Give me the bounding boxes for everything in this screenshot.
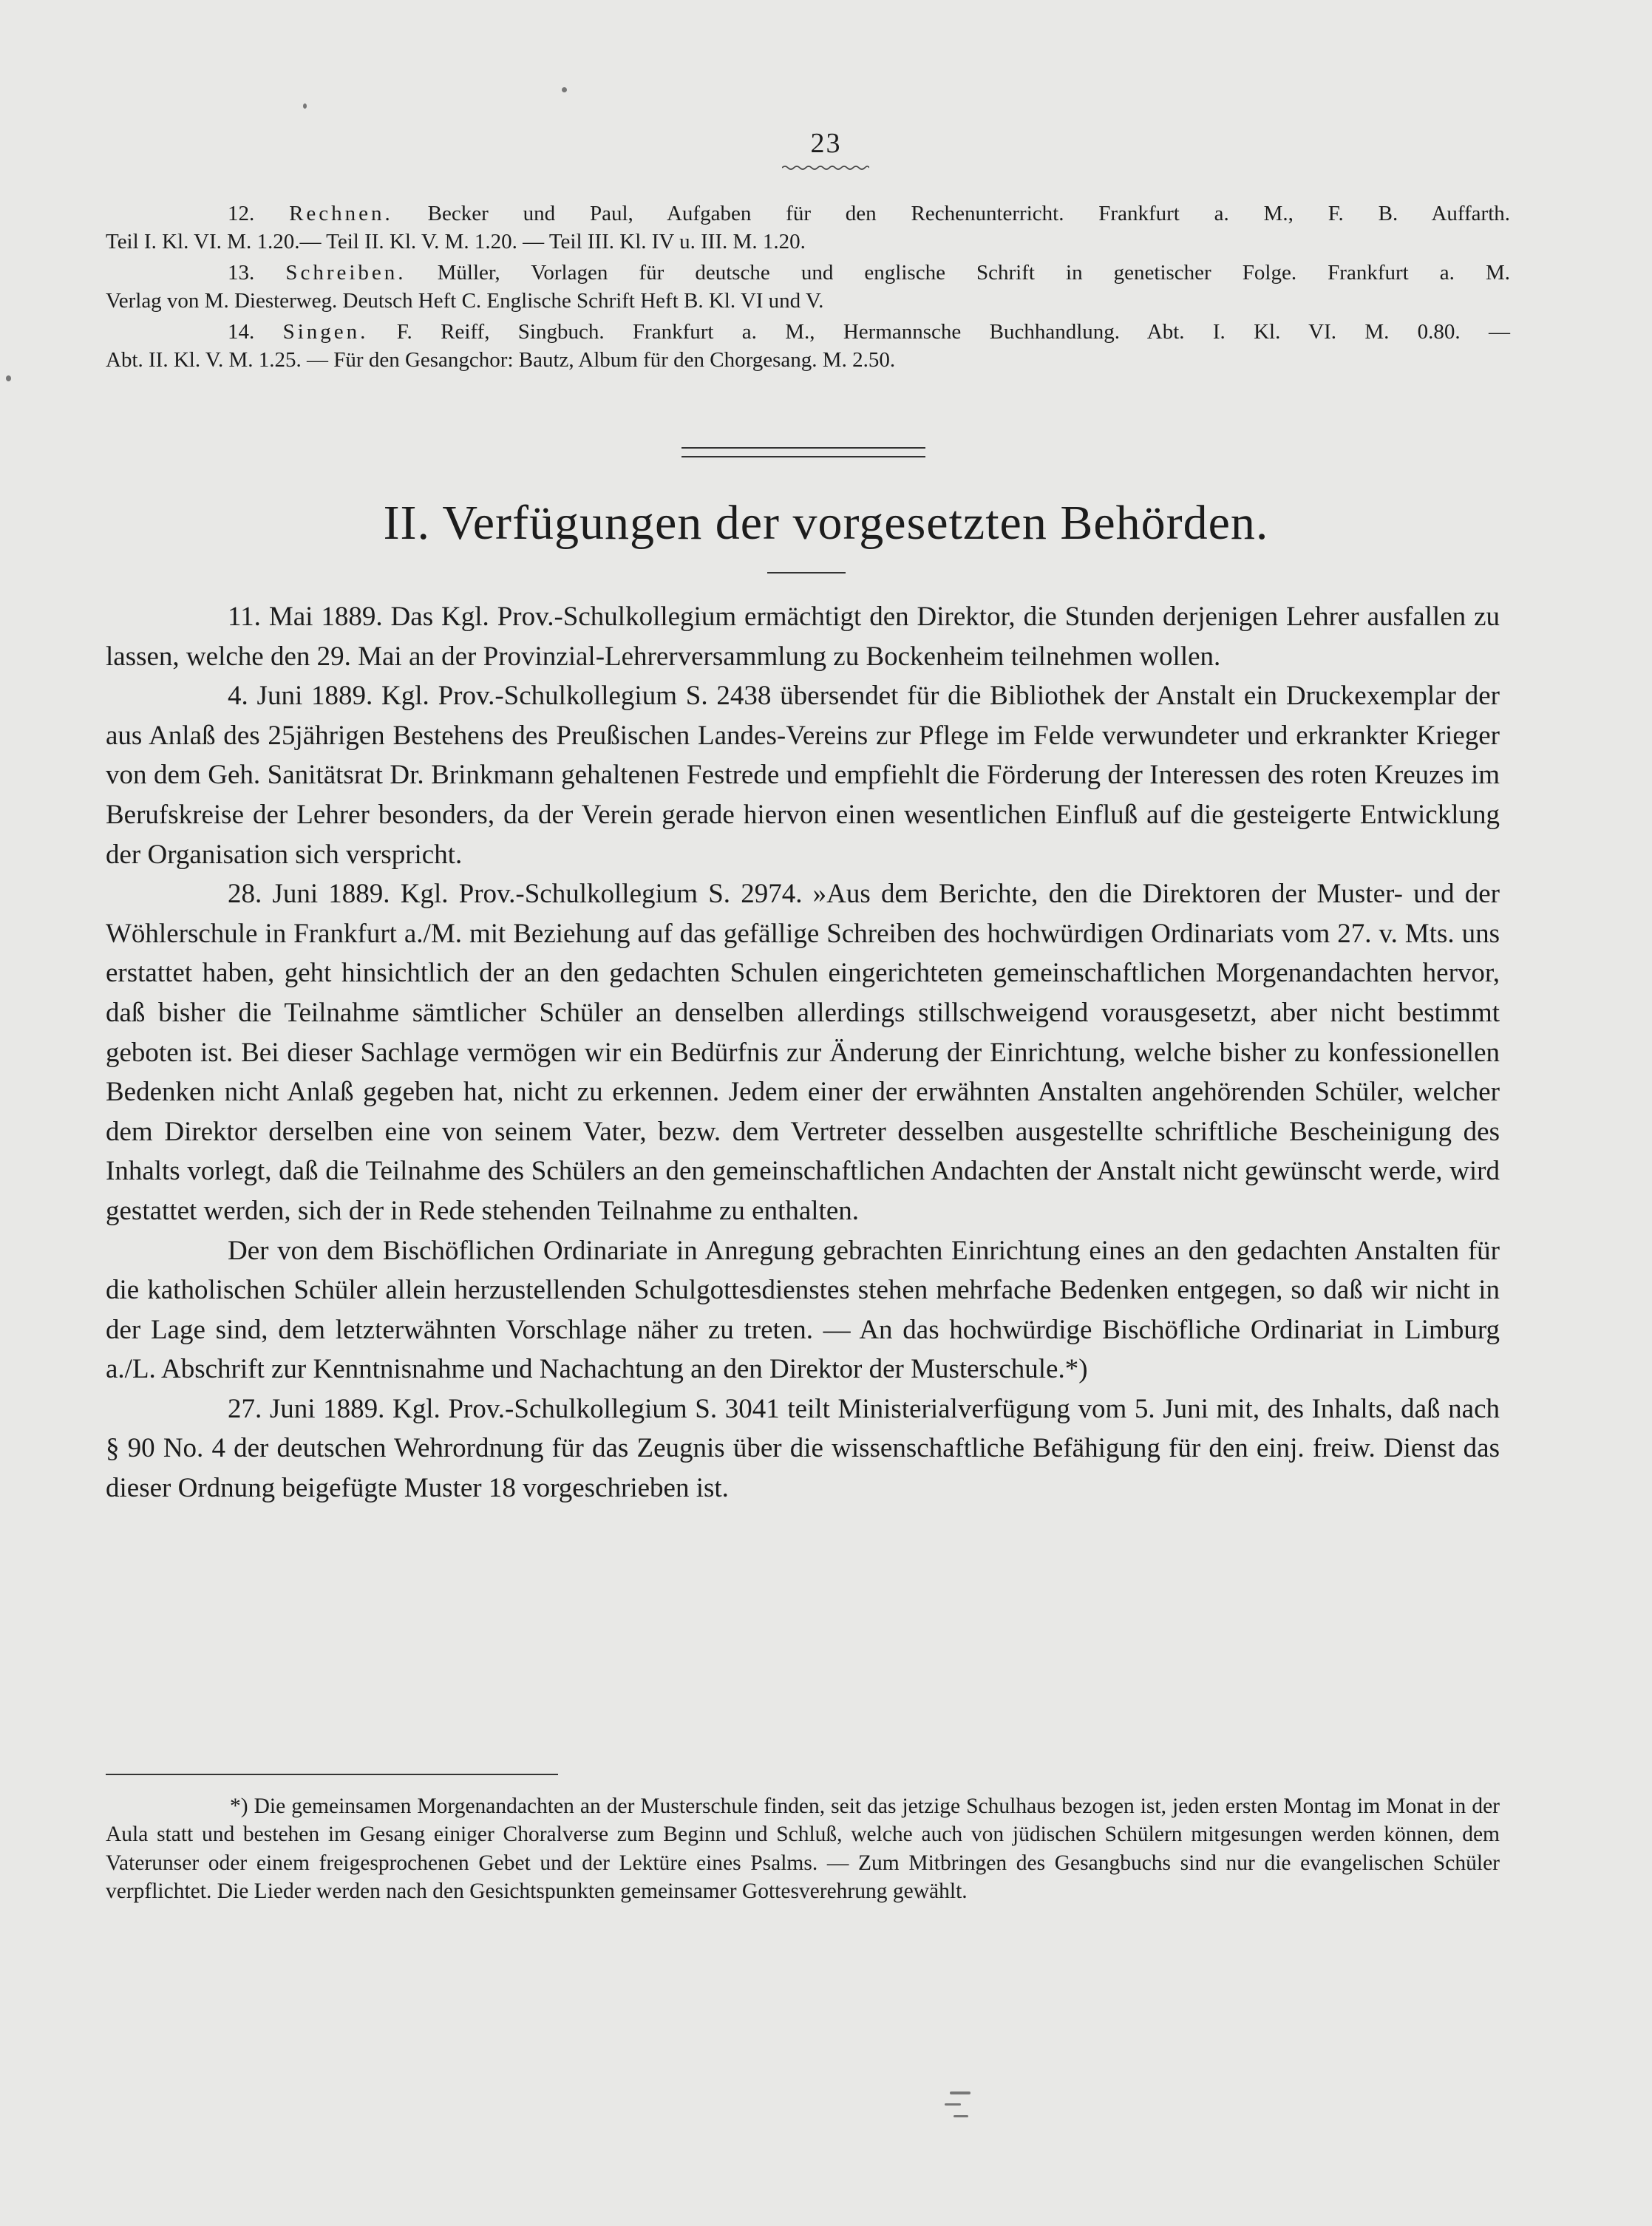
paragraph: 11. Mai 1889. Das Kgl. Prov.-Schulkollegium ermächtigt den Direktor, die Stunden derjenigen Lehrer ausfallen zu lassen, welche den 29. Mai an der Provinzial-Lehrerversammlung zu Bockenheim teilnehmen wollen. [106,602,1500,672]
entry-line: Abt. II. Kl. V. M. 1.25. — Für den Gesangchor: Bautz, Album für den Chorgesang. M. 2.50. [106,348,896,372]
section-divider [681,447,925,457]
paragraph: 28. Juni 1889. Kgl. Prov.-Schulkollegium S. 2974. »Aus dem Berichte, den die Direktoren der Muster- und der Wöhlerschule in Frankfurt a./M. mit Beziehung auf das gefällige Schreiben des hochwürdigen Ordinariats vom 27. v. Mts. uns erstattet haben, geht hinsichtlich der an den gedachten Schulen eingerichteten gemeinschaftlichen Morgenandachten hervor, daß bisher die Teilnahme sämtlicher Schüler an denselben allerdings stillschweigend vorausgesetzt, aber nicht bestimmt geboten ist. Bei dieser Sachlage vermögen wir ein Bedürfnis zur Änderung der Einrichtung, welche bisher zu konfessionellen Bedenken nicht Anlaß gegeben hat, nicht zu erkennen. Jedem einer der erwähnten Anstalten angehörenden Schüler, welcher dem Direktor derselben eine von seinem Vater, bezw. dem Vertreter desselben ausgestellte schriftliche Bescheinigung des Inhalts vorlegt, daß die Teilnahme des Schülers an den gemeinschaftlichen Andachten der Anstalt nicht gewünscht werde, wird gestattet werden, sich der in Rede stehenden Teilnahme zu enthalten. [106,879,1500,1226]
section-heading: II. Verfügungen der vorgesetzten Behörden. [383,496,1269,550]
page-number: 23 [810,128,842,159]
entry-number: 14. [228,320,255,344]
paragraph: 27. Juni 1889. Kgl. Prov.-Schulkollegium S. 3041 teilt Ministerialverfügung vom 5. Juni mit, des Inhalts, daß nach § 90 No. 4 der deutschen Wehrordnung für das Zeugnis über die wissenschaftliche Befähigung für den einj. freiw. Dienst das dieser Ordnung beigefügte Muster 18 vorgeschrieben ist. [106,1393,1500,1504]
entry-line: Becker und Paul, Aufgaben für den Rechenunterricht. Frankfurt a. M., F. B. Auffarth. [427,202,1511,225]
textbook-list [106,200,1510,377]
entry-line: F. Reiff, Singbuch. Frankfurt a. M., Hermannsche Buchhandlung. Abt. I. Kl. VI. M. 0.80. — [396,320,1511,344]
list-item [106,318,1510,374]
heading-rule [767,572,846,573]
list-item [106,259,1510,315]
footnote: *) Die gemeinsamen Morgenandachten an der Musterschule finden, seit das jetzige Schulhaus bezogen ist, jeden ersten Montag im Monat in der Aula statt und bestehen im Gesang einiger Choralverse zum Beginn und Schluß, welche auch von jüdischen Schülern mitgesungen werden können, dem Vaterunser oder einem freigesprochenen Gebet und der Lektüre eines Psalms. — Zum Mitbringen des Gesangbuchs sind nur die evangelischen Schüler verpflichtet. Die Lieder werden nach den Gesichtspunkten gemeinsamer Gottesverehrung gewählt. [106,1794,1500,1903]
footnote-rule [106,1774,558,1775]
entry-line: Teil I. Kl. VI. M. 1.20.— Teil II. Kl. V. M. 1.20. — Teil III. Kl. IV u. III. M. 1.20. [106,230,806,253]
list-item [106,200,1510,256]
entry-line: Müller, Vorlagen für deutsche und englische Schrift in genetischer Folge. Frankfurt a. M. [437,261,1511,285]
page-number-ornament [782,164,869,171]
body-text [106,597,1500,1508]
entry-number: 12. [228,202,255,225]
entry-line: Verlag von M. Diesterweg. Deutsch Heft C. Englische Schrift Heft B. Kl. VI und V. [106,289,824,313]
entry-subject: Rechnen. [289,202,393,225]
entry-subject: Singen. [282,320,369,344]
entry-number: 13. [228,261,255,285]
paragraph: Der von dem Bischöflichen Ordinariate in Anregung gebrachten Einrichtung eines an den gedachten Anstalten für die katholischen Schüler allein herzustellenden Schulgottesdienstes stehen mehrfache Bedenken entgegen, so daß wir nicht in der Lage sind, dem letzterwähnten Vorschlage näher zu treten. — An das hochwürdige Bischöfliche Ordinariat in Limburg a./L. Abschrift zur Kenntnisnahme und Nachachtung an den Direktor der Musterschule.*) [106,1235,1500,1385]
paragraph: 4. Juni 1889. Kgl. Prov.-Schulkollegium S. 2438 übersendet für die Bibliothek der Anstalt ein Druckexemplar der aus Anlaß des 25jährigen Bestehens des Preußischen Landes-Vereins zur Pflege im Felde verwundeter und erkrankter Krieger von dem Geh. Sanitätsrat Dr. Brinkmann gehaltenen Festrede und empfiehlt die Förderung der Interessen des roten Kreuzes im Berufskreise der Lehrer besonders, da der Verein gerade hiervon einen wesentlichen Einfluß auf die gesteigerte Entwicklung der Organisation sich verspricht. [106,681,1500,870]
entry-subject: Schreiben. [285,261,407,285]
